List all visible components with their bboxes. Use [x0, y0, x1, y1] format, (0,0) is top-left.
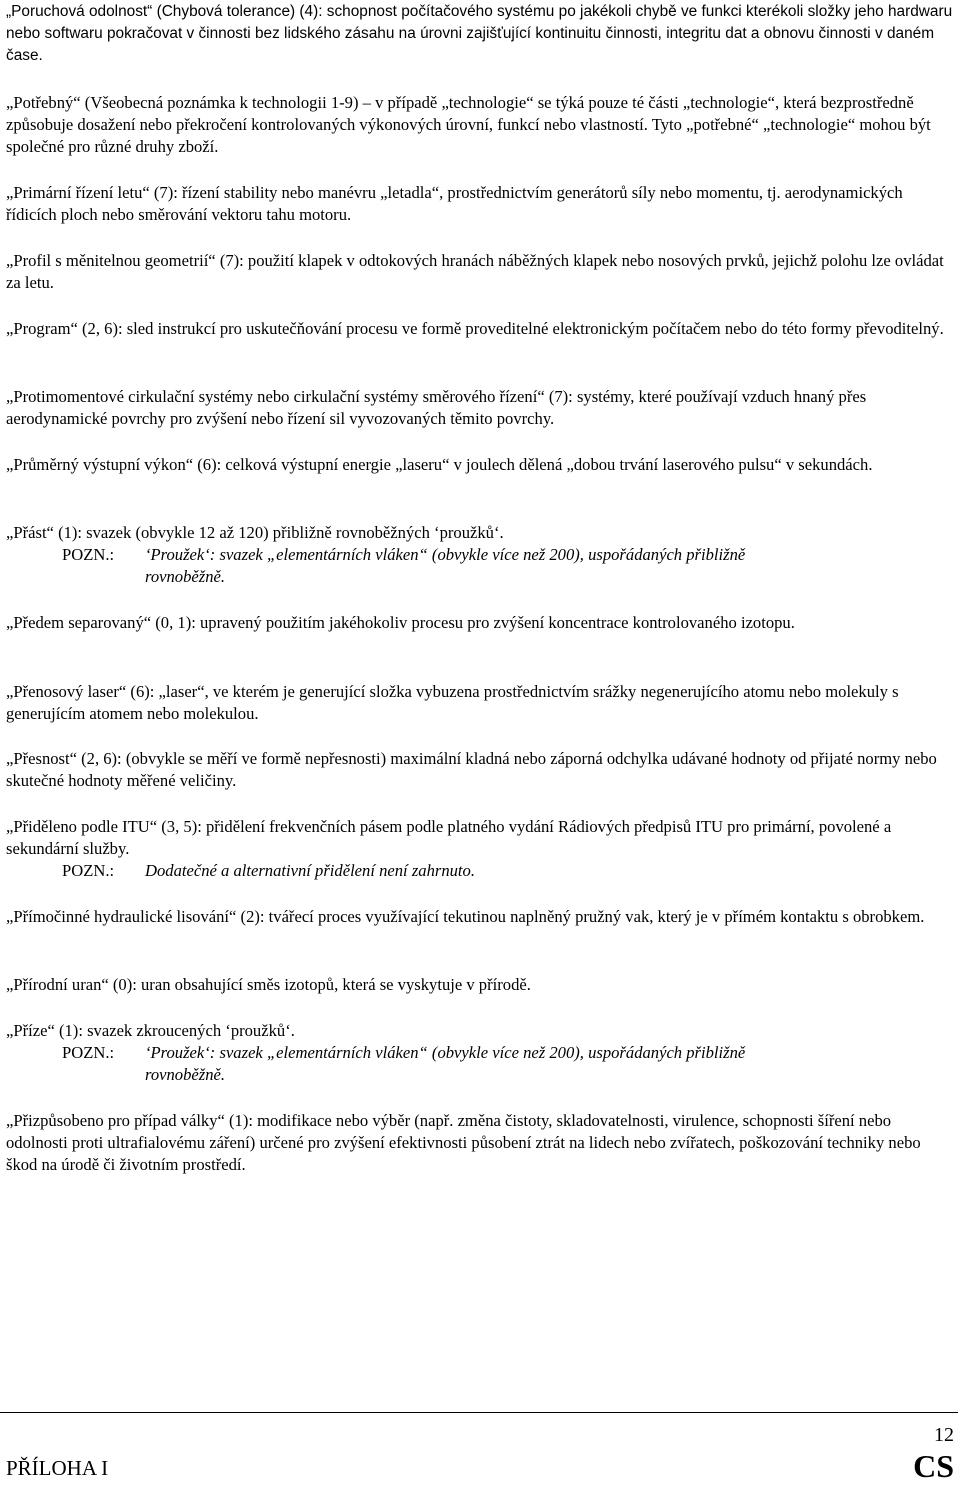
note-yarn [62, 1042, 942, 1086]
note-strand [62, 544, 942, 588]
note-text-continued: rovnoběžně. [145, 567, 226, 586]
annex-label: PŘÍLOHA I [6, 1456, 109, 1480]
note-label: POZN.: [62, 861, 115, 880]
definition-accuracy: „Přesnost“ (2, 6): (obvykle se měří ve formě nepřesnosti) maximální kladná nebo záporná odchylka udávané hodnoty od přijaté normy nebo skutečné hodnoty měřené veličiny. [6, 749, 937, 790]
page-number: 12 [934, 1424, 954, 1446]
note-label: POZN.: [62, 1043, 115, 1062]
definition-primary-flight-control: „Primární řízení letu“ (7): řízení stability nebo manévru „letadla“, prostřednictvím generátorů síly nebo momentu, tj. aerodynamických řídicích ploch nebo směrování vektoru tahu motoru. [6, 183, 903, 224]
definition-average-output-power: „Průměrný výstupní výkon“ (6): celková výstupní energie „laseru“ v joulech dělená „dobou trvání laserového pulsu“ v sekundách. [6, 455, 873, 474]
note-text: ‘Proužek‘: svazek „elementárních vláken“ (obvykle více než 200), uspořádaných přibližně [145, 545, 746, 564]
definition-variable-geometry-airfoil: „Profil s měnitelnou geometrií“ (7): použití klapek v odtokových hranách náběžných klapek nebo nosových prvků, jejichž polohu lze ovládat za letu. [6, 251, 944, 292]
language-code: CS [913, 1448, 954, 1484]
definition-previously-separated: „Předem separovaný“ (0, 1): upravený použitím jakéhokoliv procesu pro zvýšení koncentrace kontrolovaného izotopu. [6, 613, 795, 632]
note-text: Dodatečné a alternativní přidělení není zahrnuto. [145, 861, 475, 880]
definition-yarn: „Příze“ (1): svazek zkroucených ‘proužků‘. [6, 1021, 295, 1040]
definition-strand: „Přást“ (1): svazek (obvykle 12 až 120) přibližně rovnoběžných ‘proužků‘. [6, 523, 504, 542]
note-label: POZN.: [62, 545, 115, 564]
definition-circulation-control: „Protimomentové cirkulační systémy nebo cirkulační systémy směrového řízení“ (7): systémy, které používají vzduch hnaný přes aerodynamické povrchy pro zvýšení nebo řízení sil vyvozovaných těmito povrchy. [6, 387, 867, 428]
definition-isostatic-presses: „Přímočinné hydraulické lisování“ (2): tvářecí proces využívající tekutinou naplněný pružný vak, který je v přímém kontaktu s obrobkem. [6, 907, 925, 926]
definition-allocated-by-itu: „Přiděleno podle ITU“ (3, 5): přidělení frekvenčních pásem podle platného vydání Rádiových předpisů ITU pro primární, povolené a sekundární služby. [6, 817, 892, 858]
definition-natural-uranium: „Přírodní uran“ (0): uran obsahující směs izotopů, která se vyskytuje v přírodě. [6, 975, 531, 994]
footer-divider [0, 1412, 958, 1413]
note-itu [62, 860, 942, 882]
definition-transfer-laser: „Přenosový laser“ (6): „laser“, ve kterém je generující složka vybuzena prostřednictvím srážky negenerujícího atomu nebo molekuly s generujícím atomem nebo molekulou. [6, 682, 899, 723]
note-text: ‘Proužek‘: svazek „elementárních vláken“ (obvykle více než 200), uspořádaných přibližně [145, 1043, 746, 1062]
definition-adapted-for-war: „Přizpůsobeno pro případ války“ (1): modifikace nebo výběr (např. změna čistoty, skladovatelnosti, virulence, schopnosti šíření nebo odolnosti proti ultrafialovému záření) určené pro zvýšení efektivnosti působení ztrát na lidech nebo zvířatech, poškozování techniky nebo škod na úrodě či životním prostředí. [6, 1111, 921, 1174]
note-text-continued: rovnoběžně. [145, 1065, 226, 1084]
definition-program: „Program“ (2, 6): sled instrukcí pro uskutečňování procesu ve formě proveditelné elektronickým počítačem nebo do této formy převoditelný. [6, 319, 944, 338]
definition-fault-tolerance: „Poruchová odolnost“ (Chybová tolerance) (4): schopnost počítačového systému po jakékoli chybě ve funkci kterékoli složky jeho hardwaru nebo softwaru pokračovat v činnosti bez lidského zásahu na úrovni zajišťující kontinuitu činnosti, integritu dat a obnovu činnosti v daném čase. [6, 3, 953, 64]
definition-required: „Potřebný“ (Všeobecná poznámka k technologii 1-9) – v případě „technologie“ se týká pouze té části „technologie“, která bezprostředně způsobuje dosažení nebo překročení kontrolovaných výkonových úrovní, funkcí nebo vlastností. Tyto „potřebné“ „technologie“ mohou být společné pro různé druhy zboží. [6, 93, 931, 156]
